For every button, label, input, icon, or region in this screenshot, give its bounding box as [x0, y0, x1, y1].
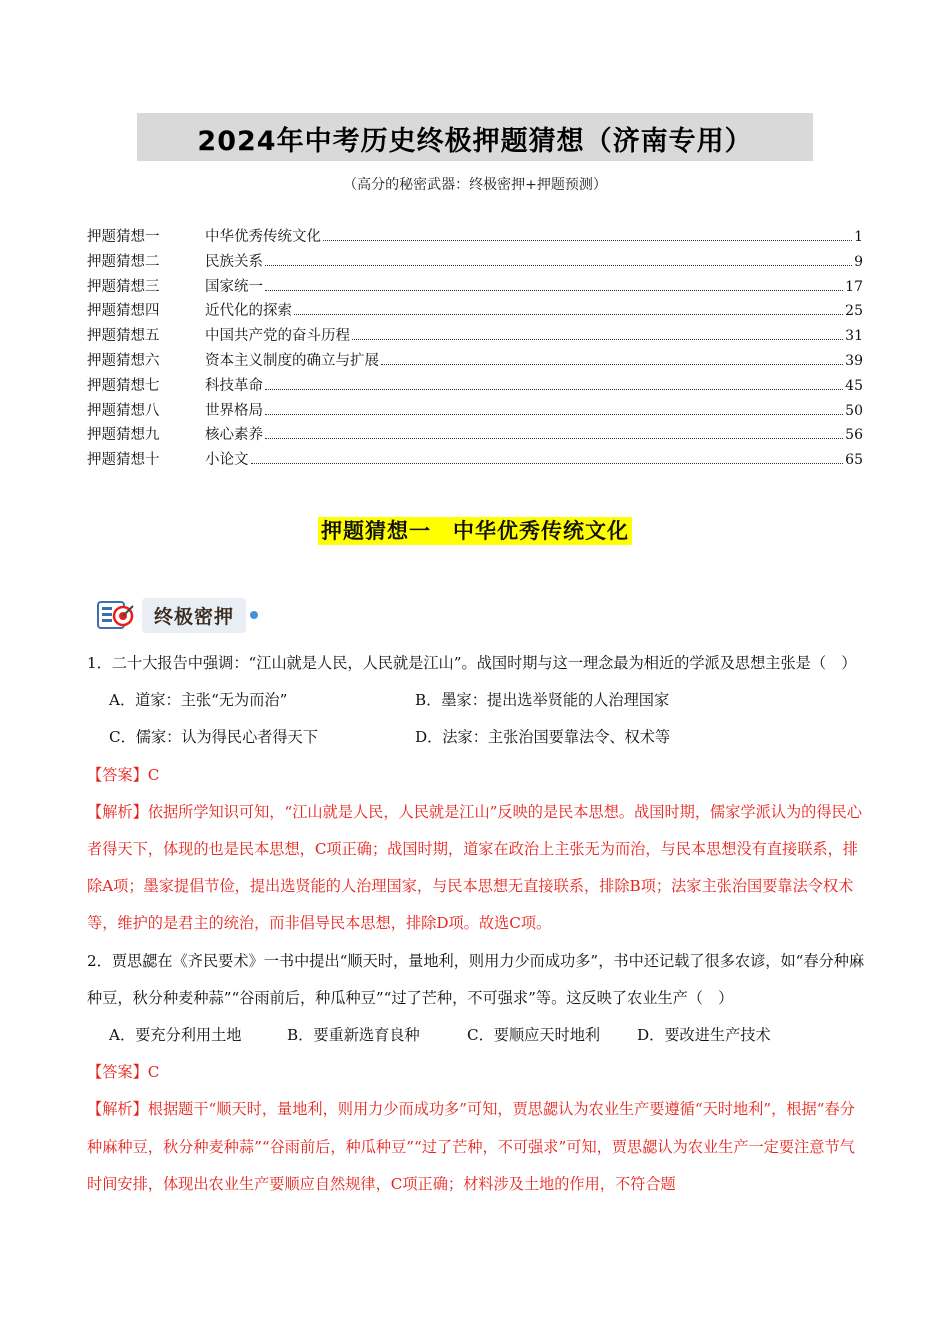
- answer-value: C: [147, 765, 160, 784]
- toc-row[interactable]: [87, 374, 863, 399]
- toc-number: 押题猜想一: [87, 229, 160, 245]
- toc-number: 押题猜想六: [87, 352, 160, 369]
- document-title: 2024年中考历史终极押题猜想（济南专用）: [197, 126, 753, 157]
- toc-page: 50: [845, 402, 863, 419]
- question-stem: 2．贾思勰在《齐民要术》一书中提出“顺天时，量地利，则用力少而成功多”，书中还记载了很多农谚，如“春分种麻种豆，秋分种麦种蒜”“谷雨前后，种瓜种豆”“过了芒种，不可强求”等。这反映了农业生产（ ）: [87, 951, 865, 1007]
- toc-page: 45: [845, 377, 863, 394]
- toc-row[interactable]: [87, 399, 863, 424]
- analysis-tag: 【解析】: [87, 802, 148, 821]
- toc-number: 押题猜想九: [87, 427, 160, 444]
- toc-title: 中国共产党的奋斗历程: [205, 328, 350, 345]
- toc-leader: [251, 463, 844, 464]
- toc-title: 近代化的探索: [205, 303, 292, 320]
- toc-row[interactable]: [87, 225, 863, 250]
- toc-page: 25: [845, 303, 863, 320]
- title-banner: [137, 113, 813, 161]
- answer-value: C: [147, 1063, 160, 1082]
- question-options: [87, 1017, 865, 1054]
- toc-row[interactable]: [87, 448, 863, 473]
- toc-title: 科技革命: [205, 377, 263, 394]
- badge-label: 终极密押: [142, 598, 246, 633]
- toc-title: 中华优秀传统文化: [205, 229, 321, 245]
- toc-page: 39: [845, 352, 863, 369]
- toc-number: 押题猜想八: [87, 402, 160, 419]
- answer-line: [87, 757, 865, 794]
- toc-row[interactable]: [87, 250, 863, 275]
- toc-leader: [352, 339, 843, 340]
- target-icon: [96, 598, 136, 632]
- toc-number: 押题猜想七: [87, 377, 160, 394]
- question-stem: 1．二十大报告中强调：“江山就是人民，人民就是江山”。战国时期与这一理念最为相近的学派及思想主张是（ ）: [87, 654, 857, 672]
- badge-dot: [250, 611, 258, 619]
- document-subtitle: （高分的秘密武器：终极密押+押题预测）: [343, 177, 607, 193]
- analysis-text: 根据题干“顺天时，量地利，则用力少而成功多”可知，贾思勰认为农业生产要遵循“天时地利”，根据“春分种麻种豆，秋分种麦种蒜”“谷雨前后，种瓜种豆”“过了芒种，不可强求”可知，贾思勰认为农业生产一定要注意节气时间安排，体现出农业生产要顺应自然规律，C项正确；材料涉及土地的作用，不符合题: [87, 1100, 855, 1193]
- toc-leader: [294, 314, 843, 315]
- section-heading: [0, 515, 950, 545]
- toc-page: 9: [854, 253, 863, 270]
- toc-leader: [265, 438, 843, 439]
- toc-number: 押题猜想二: [87, 253, 160, 270]
- toc-title: 小论文: [205, 452, 249, 469]
- toc-row[interactable]: [87, 349, 863, 374]
- toc-leader: [323, 240, 852, 241]
- toc-row[interactable]: [87, 324, 863, 349]
- option-d[interactable]: D．法家：主张治国要靠法令、权术等: [415, 728, 671, 747]
- option-c[interactable]: C．儒家：认为得民心者得天下: [109, 728, 319, 747]
- toc-number: 押题猜想五: [87, 328, 160, 345]
- questions: [87, 645, 865, 1203]
- analysis-paragraph: [87, 794, 865, 943]
- toc-row[interactable]: [87, 423, 863, 448]
- toc-number: 押题猜想四: [87, 303, 160, 320]
- answer-tag: 【答案】: [87, 1063, 148, 1082]
- toc-leader: [381, 364, 843, 365]
- section-heading-text: 押题猜想一 中华优秀传统文化: [318, 517, 632, 545]
- toc-leader: [265, 389, 843, 390]
- option-d[interactable]: D．要改进生产技术: [637, 1026, 771, 1045]
- table-of-contents: [87, 225, 863, 473]
- question-options: [87, 682, 865, 719]
- toc-page: 17: [845, 278, 863, 295]
- option-b[interactable]: B．要重新选育良种: [287, 1026, 420, 1045]
- toc-title: 民族关系: [205, 253, 263, 270]
- toc-row[interactable]: [87, 299, 863, 324]
- answer-tag: 【答案】: [87, 765, 148, 784]
- analysis-text: 依据所学知识可知，“江山就是人民，人民就是江山”反映的是民本思想。战国时期，儒家学派认为的得民心者得天下，体现的也是民本思想，C项正确；战国时期，道家在政治上主张无为而治，与民本思想没有直接联系，排除A项；墨家提倡节俭，提出选贤能的人治理国家，与民本思想无直接联系，排除B项；法家主张治国要靠法令权术等，维护的是君主的统治，而非倡导民本思想，排除D项。故选C项。: [87, 802, 862, 933]
- toc-number: 押题猜想十: [87, 452, 160, 469]
- toc-page: 65: [845, 452, 863, 469]
- toc-leader: [265, 265, 852, 266]
- analysis-tag: 【解析】: [87, 1100, 148, 1119]
- section-badge: [96, 596, 258, 634]
- toc-row[interactable]: [87, 275, 863, 300]
- question-options: [87, 719, 865, 756]
- toc-leader: [265, 414, 843, 415]
- toc-title: 核心素养: [205, 427, 263, 444]
- toc-title: 资本主义制度的确立与扩展: [205, 352, 379, 369]
- option-b[interactable]: B．墨家：提出选举贤能的人治理国家: [415, 691, 670, 710]
- toc-title: 国家统一: [205, 278, 263, 295]
- option-c[interactable]: C．要顺应天时地利: [467, 1026, 601, 1045]
- toc-title: 世界格局: [205, 402, 263, 419]
- option-a[interactable]: A．要充分利用土地: [109, 1026, 242, 1045]
- analysis-paragraph: [87, 1091, 865, 1203]
- toc-leader: [265, 290, 843, 291]
- answer-line: [87, 1054, 865, 1091]
- toc-number: 押题猜想三: [87, 278, 160, 295]
- toc-page: 31: [845, 328, 863, 345]
- toc-page: 56: [845, 427, 863, 444]
- toc-page: 1: [854, 229, 863, 245]
- option-a[interactable]: A．道家：主张“无为而治”: [109, 691, 288, 710]
